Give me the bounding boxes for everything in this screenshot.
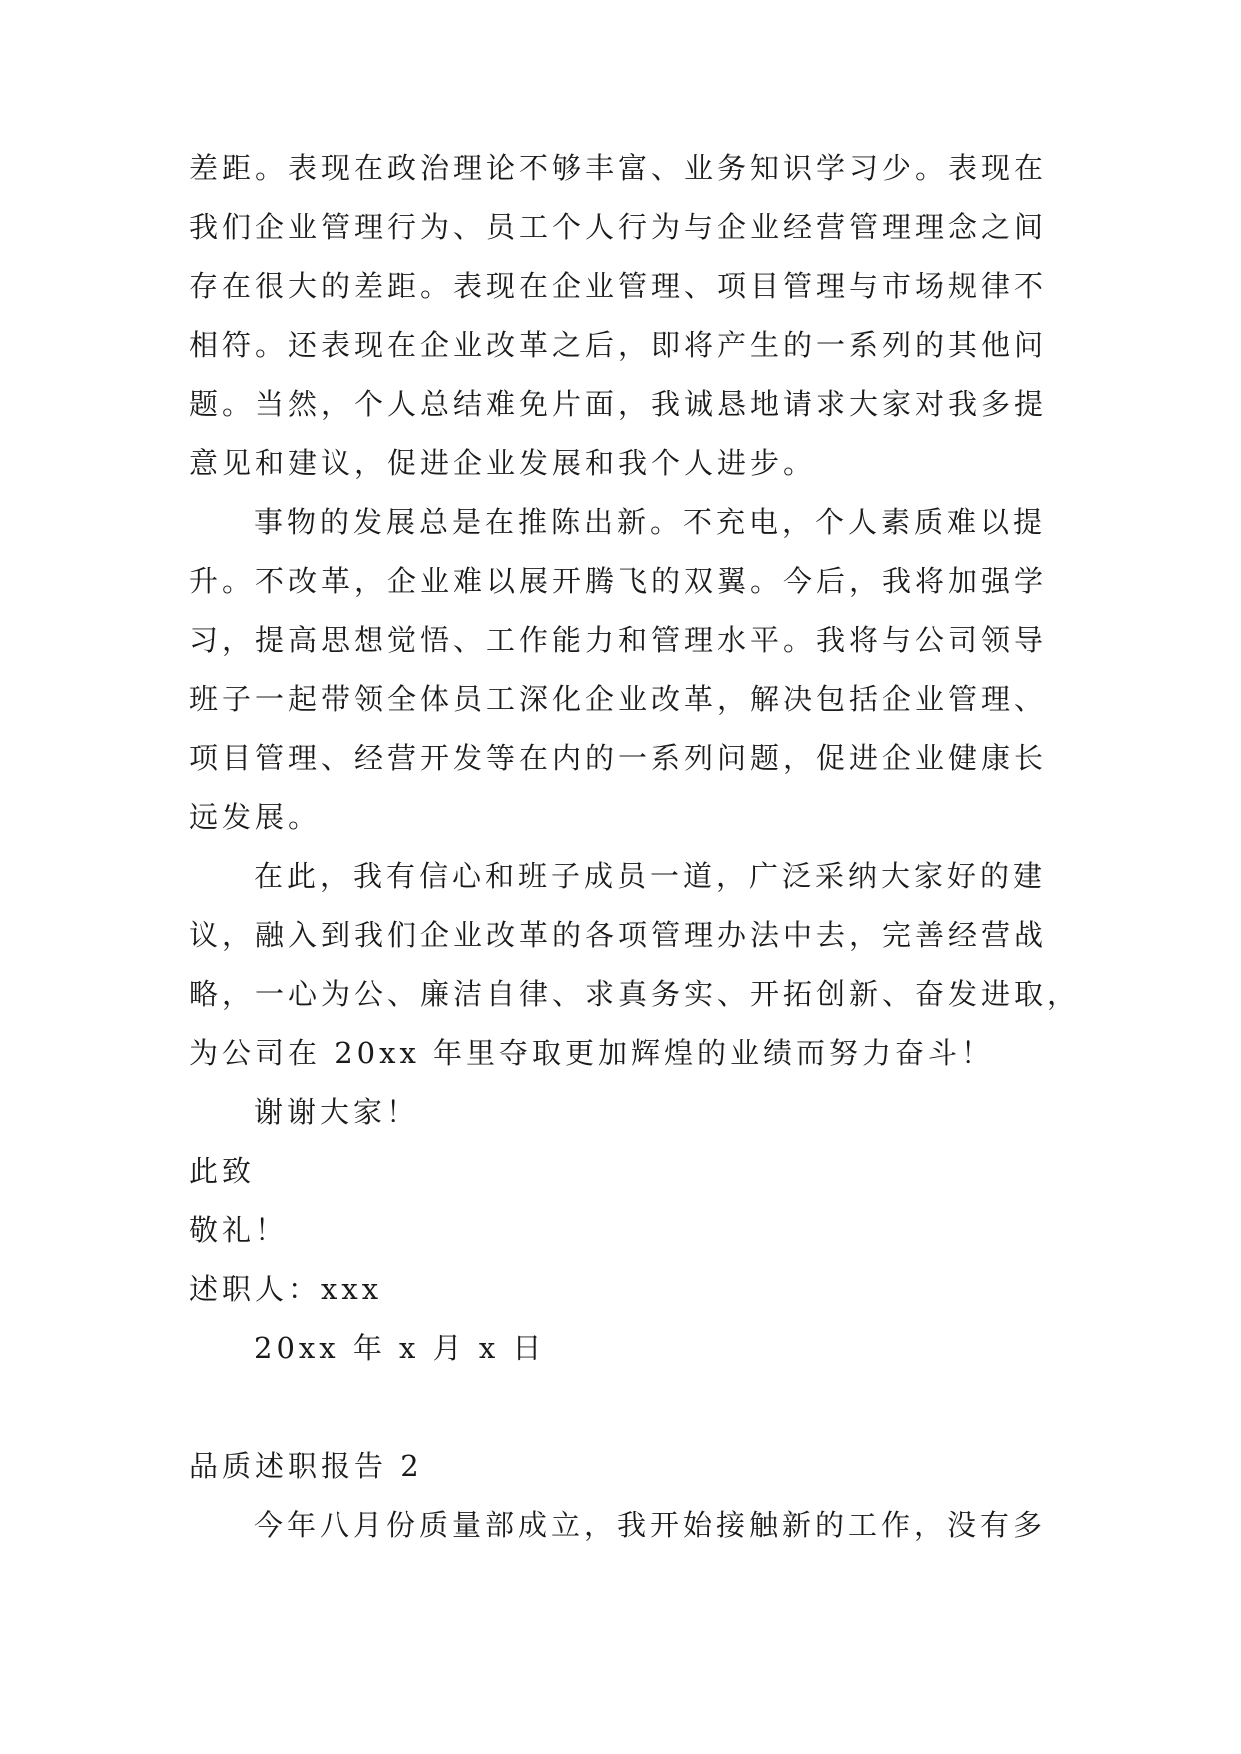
paragraph-line: 意见和建议，促进企业发展和我个人进步。 bbox=[189, 446, 817, 480]
paragraph-line: 今年八月份质量部成立，我开始接触新的工作，没有多 bbox=[254, 1508, 1047, 1542]
paragraph-line: 略，一心为公、廉洁自律、求真务实、开拓创新、奋发进取， bbox=[189, 977, 1081, 1011]
closing-line: 此致 bbox=[189, 1154, 256, 1188]
paragraph-line: 习，提高思想觉悟、工作能力和管理水平。我将与公司领导 bbox=[189, 623, 1048, 657]
paragraph-line: 远发展。 bbox=[189, 800, 322, 834]
paragraph-line: 差距。表现在政治理论不够丰富、业务知识学习少。表现在 bbox=[189, 151, 1048, 185]
paragraph-line: 相符。还表现在企业改革之后，即将产生的一系列的其他问 bbox=[189, 328, 1048, 362]
thanks-line: 谢谢大家！ bbox=[254, 1095, 420, 1129]
paragraph-line: 班子一起带领全体员工深化企业改革，解决包括企业管理、 bbox=[189, 682, 1048, 716]
paragraph-line: 题。当然，个人总结难免片面，我诚恳地请求大家对我多提 bbox=[189, 387, 1048, 421]
paragraph-line: 为公司在 20xx 年里夺取更加辉煌的业绩而努力奋斗！ bbox=[189, 1036, 995, 1070]
paragraph-line: 事物的发展总是在推陈出新。不充电，个人素质难以提 bbox=[254, 505, 1047, 539]
section-title: 品质述职报告 2 bbox=[189, 1449, 423, 1483]
paragraph-line: 我们企业管理行为、员工个人行为与企业经营管理理念之间 bbox=[189, 210, 1048, 244]
signature-line: 述职人：xxx bbox=[189, 1272, 383, 1306]
salutation-line: 敬礼！ bbox=[189, 1213, 289, 1247]
paragraph-line: 在此，我有信心和班子成员一道，广泛采纳大家好的建 bbox=[254, 859, 1047, 893]
paragraph-line: 存在很大的差距。表现在企业管理、项目管理与市场规律不 bbox=[189, 269, 1048, 303]
paragraph-line: 项目管理、经营开发等在内的一系列问题，促进企业健康长 bbox=[189, 741, 1048, 775]
paragraph-line: 升。不改革，企业难以展开腾飞的双翼。今后，我将加强学 bbox=[189, 564, 1048, 598]
paragraph-line: 议，融入到我们企业改革的各项管理办法中去，完善经营战 bbox=[189, 918, 1048, 952]
date-line: 20xx 年 x 月 x 日 bbox=[254, 1331, 546, 1365]
